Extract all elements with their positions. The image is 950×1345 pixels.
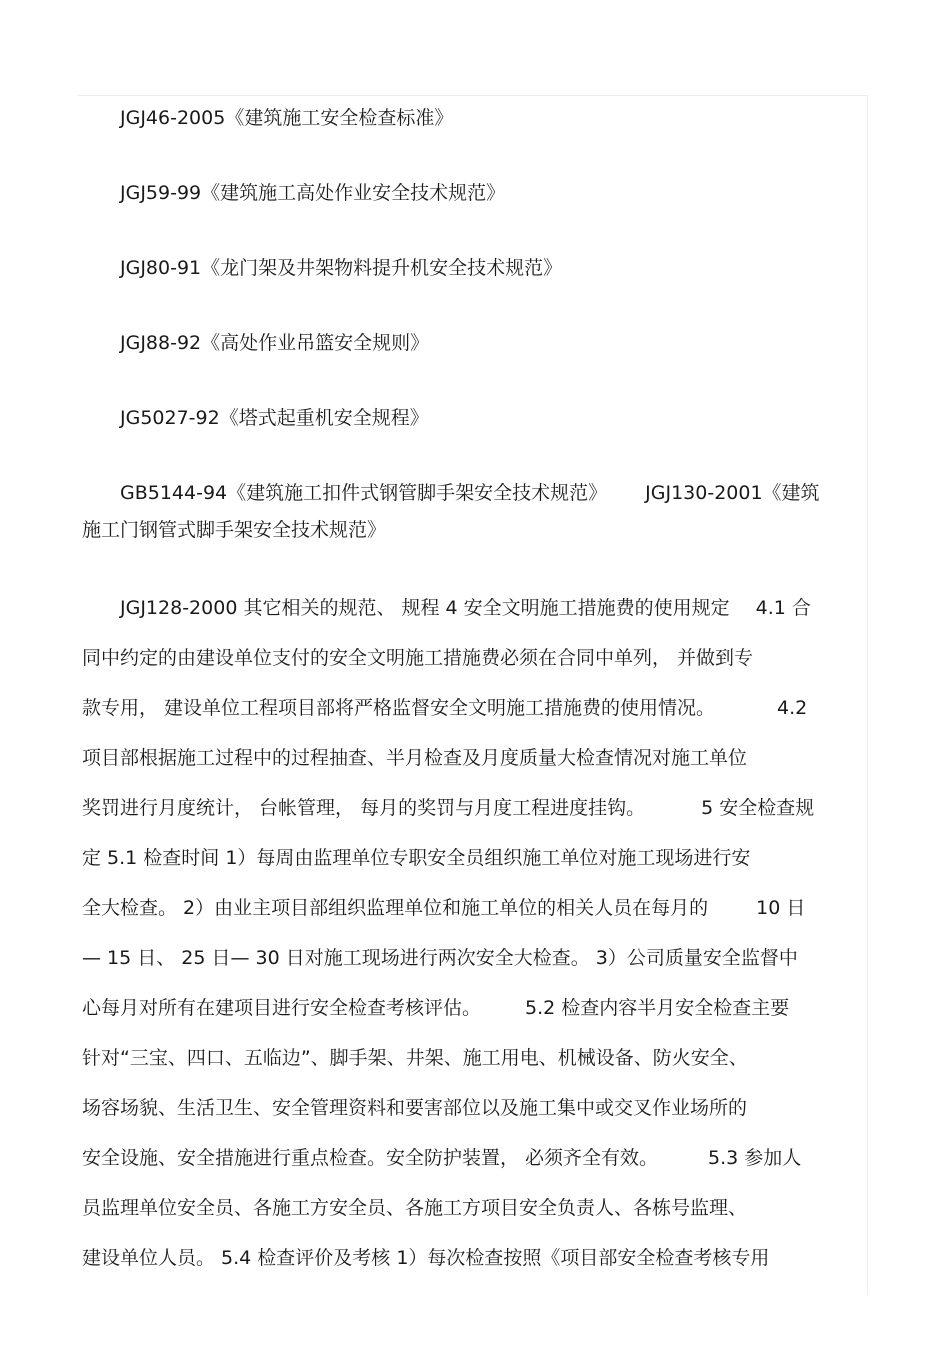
reference-line: JG5027-92《塔式起重机安全规程》: [120, 407, 429, 429]
document-body: [82, 100, 860, 1283]
line-segment: JGJ128-2000 其它相关的规范、 规程 4 安全文明施工措施费的使用规定: [120, 597, 730, 619]
paragraph-line: 员监理单位安全员、各施工方安全员、各施工方项目安全负责人、各栋号监理、: [82, 1197, 748, 1219]
paragraph-line: — 15 日、 25 日— 30 日对施工现场进行两次安全大检查。 3）公司质量安全监督中: [82, 947, 798, 969]
line-segment: 5.3 参加人: [708, 1147, 802, 1169]
line-segment: 奖罚进行月度统计， 台帐管理， 每月的奖罚与月度工程进度挂钩。: [82, 797, 646, 819]
reference-line: JGJ59-99《建筑施工高处作业安全技术规范》: [120, 182, 506, 204]
line-segment: 全大检查。 2）由业主项目部组织监理单位和施工单位的相关人员在每月的: [82, 897, 709, 919]
paragraph-line: [82, 783, 860, 833]
paragraph-line: [82, 475, 860, 512]
line-segment: 4.1 合: [755, 597, 811, 619]
line-segment: JGJ130-2001《建筑: [645, 482, 820, 504]
paragraph-line: 项目部根据施工过程中的过程抽查、半月检查及月度质量大检查情况对施工单位: [82, 747, 748, 769]
line-segment: 5.2 检查内容半月安全检查主要: [525, 997, 790, 1019]
paragraph-line: 针对“三宝、四口、五临边”、脚手架、井架、施工用电、机械设备、防火安全、: [82, 1047, 748, 1069]
line-segment: 5 安全检查规: [701, 797, 815, 819]
reference-line: JGJ46-2005《建筑施工安全检查标准》: [120, 107, 454, 129]
main-paragraph: [82, 583, 860, 1283]
reference-line: JGJ80-91《龙门架及井架物料提升机安全技术规范》: [120, 257, 563, 279]
line-segment: 10 日: [756, 897, 806, 919]
paragraph-line: [82, 883, 860, 933]
paragraph-line: 同中约定的由建设单位支付的安全文明施工措施费必须在合同中单列， 并做到专: [82, 647, 754, 669]
paragraph-line: [82, 983, 860, 1033]
paragraph-line: 定 5.1 检查时间 1）每周由监理单位专职安全员组织施工单位对施工现场进行安: [82, 847, 751, 869]
paragraph-line: 场容场貌、生活卫生、安全管理资料和要害部位以及施工集中或交叉作业场所的: [82, 1097, 748, 1119]
gb-paragraph: [82, 475, 860, 549]
paragraph-line: 施工门钢管式脚手架安全技术规范》: [82, 519, 387, 541]
reference-line: JGJ88-92《高处作业吊篮安全规则》: [120, 332, 430, 354]
line-segment: 安全设施、安全措施进行重点检查。安全防护装置， 必须齐全有效。: [82, 1147, 659, 1169]
line-segment: 款专用， 建设单位工程项目部将严格监督安全文明施工措施费的使用情况。: [82, 697, 716, 719]
paragraph-line: 建设单位人员。 5.4 检查评价及考核 1）每次检查按照《项目部安全检查考核专用: [82, 1247, 770, 1269]
line-segment: 4.2: [777, 697, 808, 719]
paragraph-line: [82, 583, 860, 633]
line-segment: 心每月对所有在建项目进行安全检查考核评估。: [82, 997, 482, 1019]
paragraph-line: [82, 683, 860, 733]
paragraph-line: [82, 1133, 860, 1183]
line-segment: GB5144-94《建筑施工扣件式钢管脚手架安全技术规范》: [120, 482, 608, 504]
